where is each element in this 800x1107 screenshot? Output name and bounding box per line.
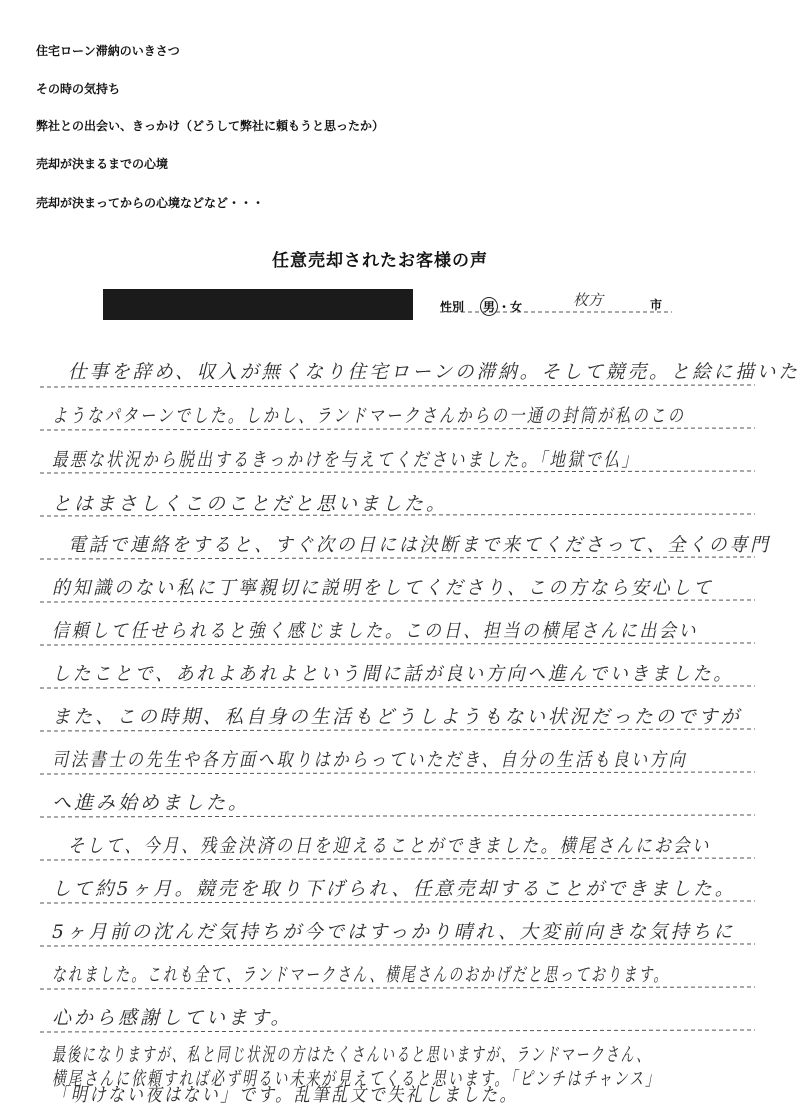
letter-line: 横尾さんに依頼すれば必ず明るい未来が見えてくると思います。「ピンチはチャンス」 <box>52 1068 662 1090</box>
gender-male-circled: 男 <box>480 297 498 316</box>
letter-line: また、この時期、私自身の生活もどうしようもない状況だったのですが <box>52 706 742 728</box>
letter-line: そして、今月、残金決済の日を迎えることができました。横尾さんにお会い <box>68 835 711 857</box>
prompt-item: 売却が決まるまでの心境 <box>36 157 169 171</box>
gender-separator: ・ <box>498 300 511 314</box>
city-suffix: 市 <box>650 298 663 312</box>
city-name-handwritten: 枚方 <box>573 291 604 309</box>
letter-line: なれました。これも全て、ランドマークさん、横尾さんのおかげだと思っております。 <box>52 964 670 986</box>
letter-line: 信頼して任せられると強く感じました。この日、担当の横尾さんに出会い <box>52 620 699 642</box>
letter-line: 仕事を辞め、収入が無くなり住宅ローンの滞納。そして競売。と絵に描いた <box>68 361 800 383</box>
letter-line: して約5ヶ月。競売を取り下げられ、任意売却することができました。 <box>52 878 737 900</box>
letter-line: とはまさしくこのことだと思いました。 <box>52 493 449 515</box>
letter-line: 電話で連絡をすると、すぐ次の日には決断まで来てくださって、全くの専門 <box>68 534 771 556</box>
gender-label: 性別 <box>440 300 465 314</box>
letter-line: ようなパターンでした。しかし、ランドマークさんからの一通の封筒が私のこの <box>52 405 686 427</box>
prompt-item: 住宅ローン滞納のいきさつ <box>36 44 180 58</box>
prompt-item: その時の気持ち <box>36 82 121 96</box>
letter-line: 最悪な状況から脱出するきっかけを与えてくださいました。「地獄で仏」 <box>52 449 640 471</box>
letter-line: 「明けない夜はない」です。乱筆乱文で失礼しました。 <box>52 1084 519 1106</box>
letter-line: 司法書士の先生や各方面へ取りはからっていただき、自分の生活も良い方向 <box>52 749 688 771</box>
prompt-item: 弊社との出会い、きっかけ（どうして弊社に頼もうと思ったか） <box>36 119 385 133</box>
letter-line: したことで、あれよあれよという間に話が良い方向へ進んでいきました。 <box>52 663 735 685</box>
letter-line: 心から感謝しています。 <box>52 1007 293 1029</box>
redacted-name-box <box>103 289 413 320</box>
gender-options <box>480 297 522 316</box>
letter-line: 5ヶ月前の沈んだ気持ちが今ではすっかり晴れ、大変前向きな気持ちに <box>52 921 736 943</box>
letter-line: 最後になりますが、私と同じ状況の方はたくさんいると思いますが、ランドマークさん、 <box>52 1044 652 1066</box>
letter-line: 的知識のない私に丁寧親切に説明をしてくださり、この方なら安心して <box>52 577 714 599</box>
gender-female: 女 <box>510 300 523 314</box>
page-title: 任意売却されたお客様の声 <box>272 251 488 271</box>
prompt-item: 売却が決まってからの心境などなど・・・ <box>36 196 265 210</box>
letter-line: へ進み始めました。 <box>52 792 251 814</box>
